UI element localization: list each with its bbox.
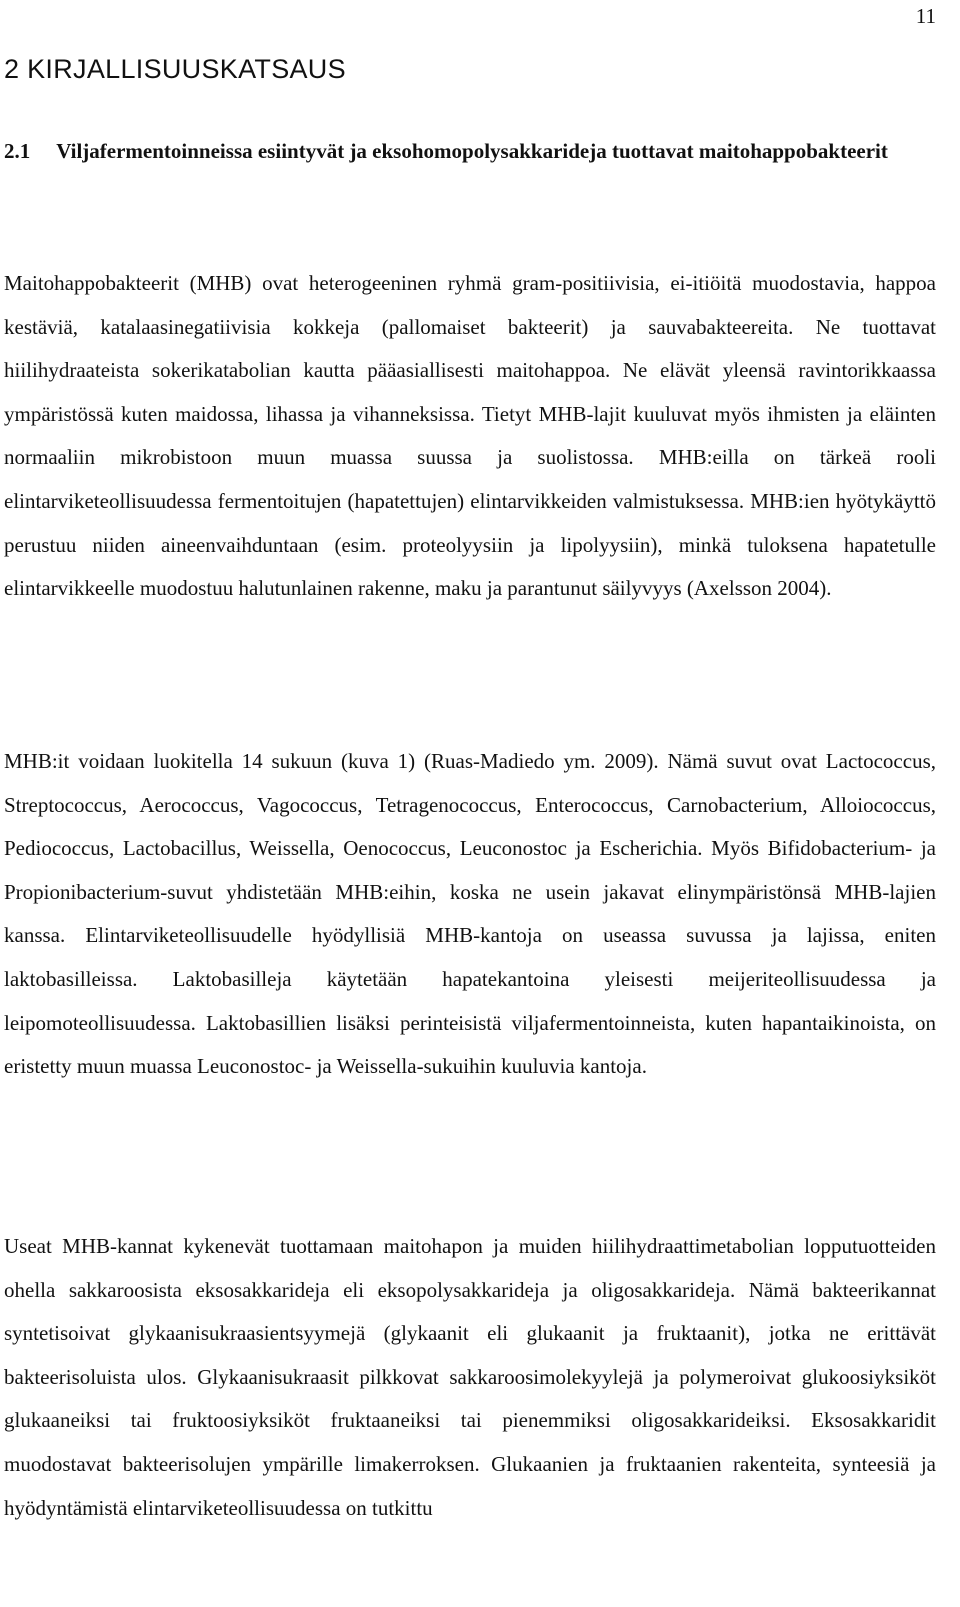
body-paragraph: Maitohappobakteerit (MHB) ovat heterogeeninen ryhmä gram-positiivisia, ei-itiöitä muodostavia, happoa kestäviä, katalaasinegatiivisia kokkeja (pallomaiset bakteerit) ja sauvabakteereita. Ne tuottavat hiilihydraateista sokerikatabolian kautta pääasiallisesti maitohappoa. Ne elävät yleensä ravintorikkaassa ympäristössä kuten maidossa, lihassa ja vihanneksissa. Tietyt MHB-lajit kuuluvat myös ihmisten ja eläinten normaaliin mikrobistoon muun muassa suussa ja suolistossa. MHB:eilla on tärkeä rooli elintarviketeollisuudessa fermentoitujen (hapatettujen) elintarvikkeiden valmistuksessa. MHB:ien hyötykäyttö perustuu niiden aineenvaihduntaan (esim. proteolyysiin ja lipolyysiin), minkä tuloksena hapatetulle elintarvikkeelle muodostuu halutunlainen rakenne, maku ja parantunut säilyvyys (Axelsson 2004).: [4, 271, 936, 601]
section-number: 2.1: [4, 139, 31, 163]
chapter-title: 2 KIRJALLISUUSKATSAUS: [4, 54, 346, 84]
body-paragraph: MHB:it voidaan luokitella 14 sukuun (kuva 1) (Ruas-Madiedo ym. 2009). Nämä suvut ovat Lactococcus, Streptococcus, Aerococcus, Vagococcus, Tetragenococcus, Enterococcus, Carnobacterium, Alloiococcus, Pediococcus, Lactobacillus, Weissella, Oenococcus, Leuconostoc ja Escherichia. Myös Bifidobacterium- ja Propionibacterium-suvut yhdistetään MHB:eihin, koska ne usein jakavat elinympäristönsä MHB-lajien kanssa. Elintarviketeollisuudelle hyödyllisiä MHB-kantoja on useassa suvussa ja lajissa, eniten laktobasilleissa. Laktobasilleja käytetään hapatekantoina yleisesti meijeriteollisuudessa ja leipomoteollisuudessa. Laktobasillien lisäksi perinteisistä viljafermentoinneista, kuten hapantaikinoista, on eristetty muun muassa Leuconostoc- ja Weissella-sukuihin kuuluvia kantoja.: [4, 749, 936, 1079]
section-heading: [4, 128, 936, 174]
page-number: 11: [915, 4, 936, 28]
body-paragraph: Useat MHB-kannat kykenevät tuottamaan maitohapon ja muiden hiilihydraattimetabolian lopputuotteiden ohella sakkaroosista eksosakkarideja eli eksopolysakkarideja ja oligosakkarideja. Nämä bakteerikannat syntetisoivat glykaanisukraasientsyymejä (glykaanit eli glukaanit ja fruktaanit), jotka ne erittävät bakteerisoluista ulos. Glykaanisukraasit pilkkovat sakkaroosimolekyylejä ja polymeroivat glukoosiyksiköt glukaaneiksi tai fruktoosiyksiköt fruktaaneiksi tai pienemmiksi oligosakkarideiksi. Eksosakkaridit muodostavat bakteerisolujen ympärille limakerroksen. Glukaanien ja fruktaanien rakenteita, synteesiä ja hyödyntämistä elintarviketeollisuudessa on tutkittu: [4, 1234, 936, 1520]
section-title: Viljafermentoinneissa esiintyvät ja eksohomopolysakkarideja tuottavat maitohappobakteerit: [56, 139, 888, 163]
